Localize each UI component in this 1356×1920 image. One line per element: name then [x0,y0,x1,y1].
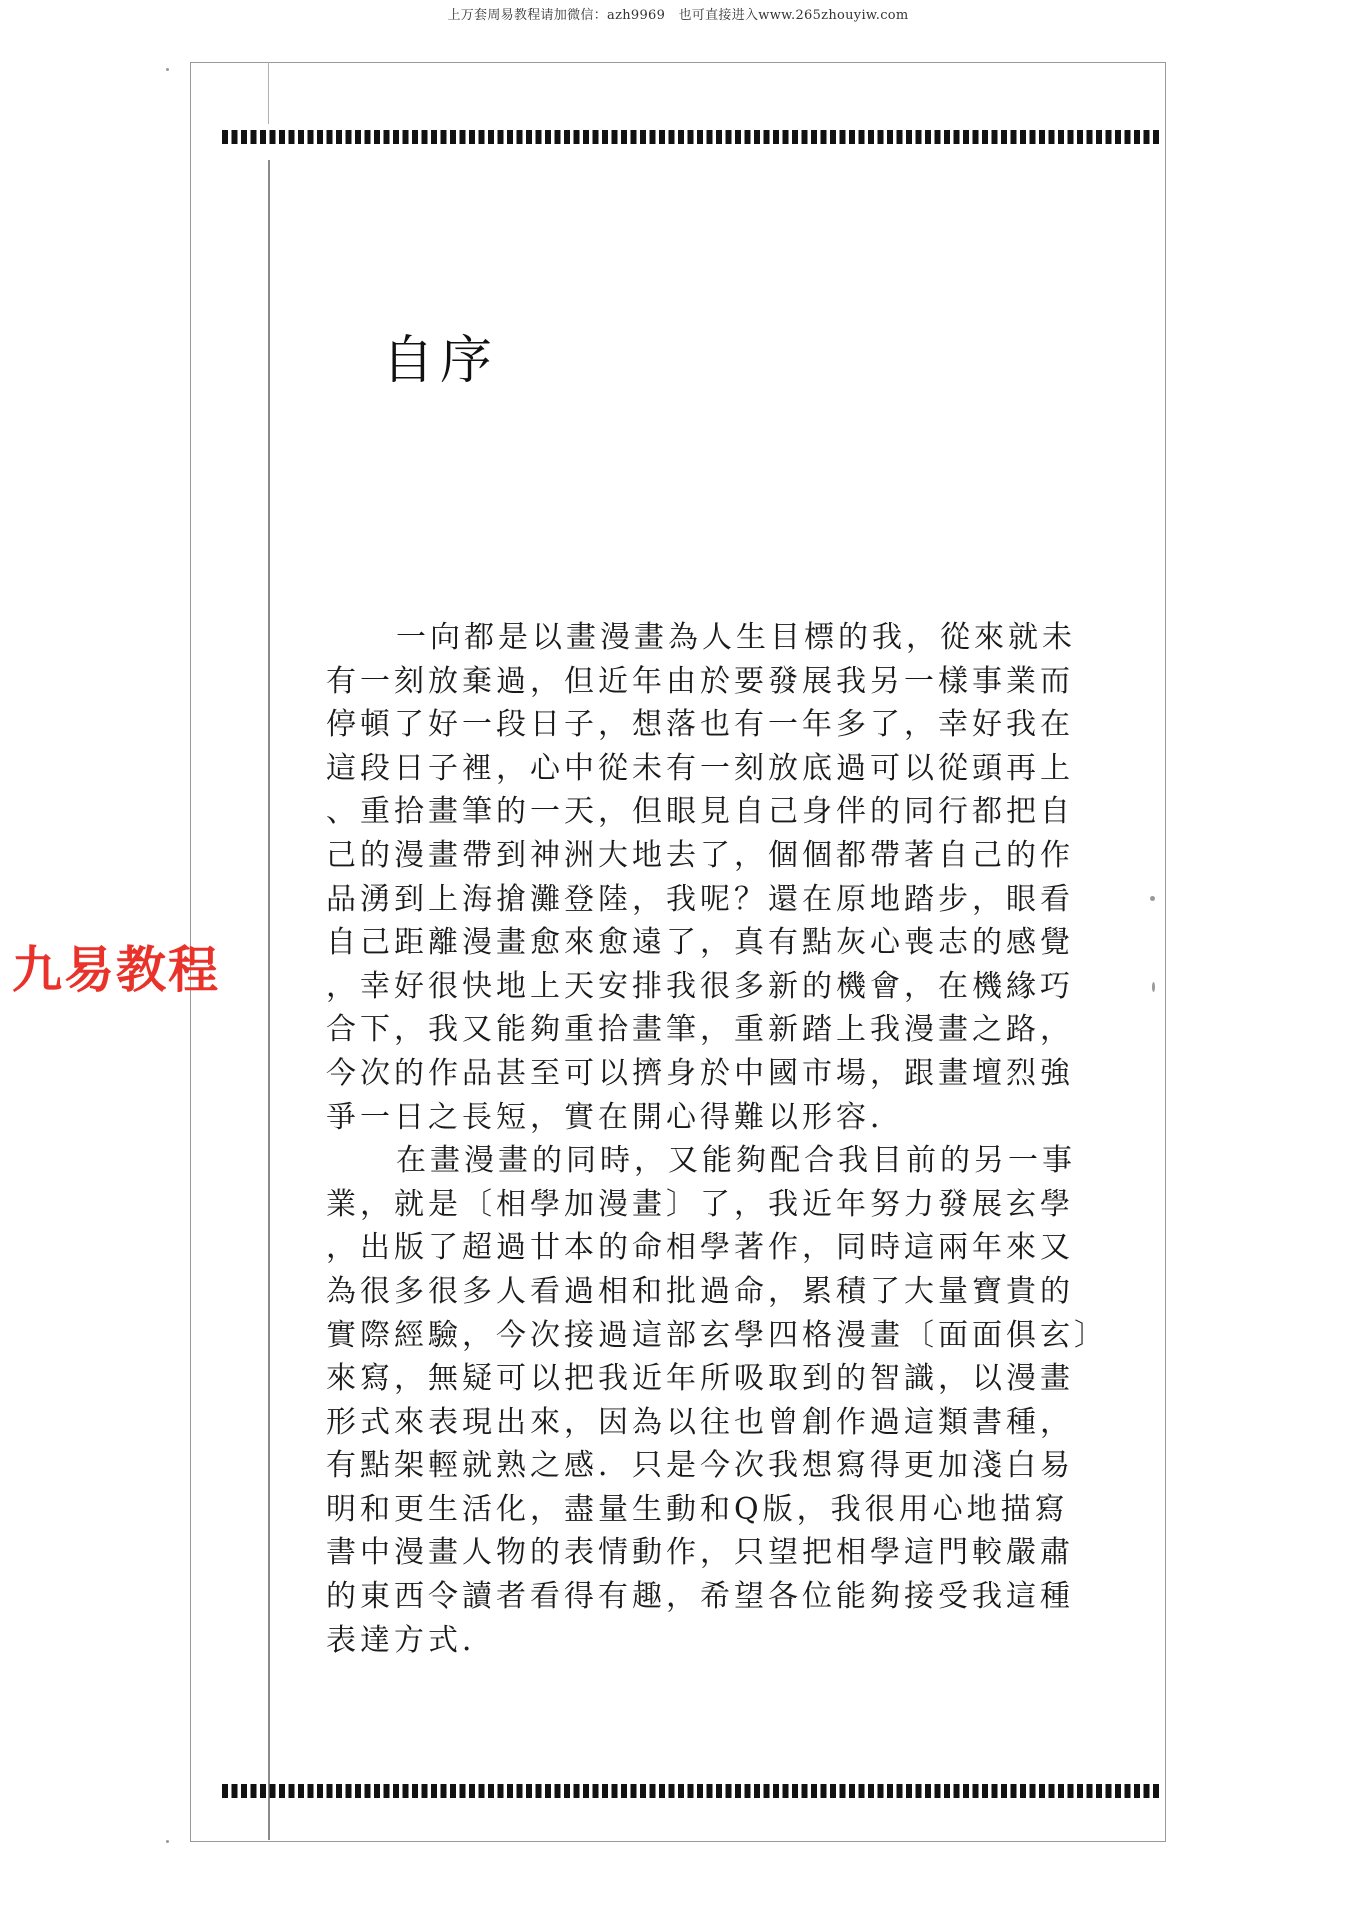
scan-speck [166,1840,169,1843]
dotted-border-bottom [222,1784,1162,1798]
watermark-logo: 九易教程 [12,941,220,999]
page-title: 自序 [382,331,499,391]
text-line: 自己距離漫畫愈來愈遠了，真有點灰心喪志的感覺 [326,925,1074,961]
text-line: 明和更生活化，盡量生動和Q版，我很用心地描寫 [326,1491,1069,1527]
text-line: 合下，我又能夠重拾畫筆，重新踏上我漫畫之路， [326,1012,1074,1048]
text-line: 今次的作品甚至可以擠身於中國市場，跟畫壇烈強 [326,1055,1074,1091]
scan-speck [166,68,169,71]
text-line: 己的漫畫帶到神洲大地去了，個個都帶著自己的作 [326,837,1074,873]
text-line: 、重拾畫筆的一天，但眼見自己身伴的同行都把自 [326,794,1074,830]
text-line: 來寫，無疑可以把我近年所吸取到的智識，以漫畫 [326,1361,1074,1397]
text-line: 實際經驗，今次接過這部玄學四格漫畫〔面面俱玄〕 [326,1317,1108,1353]
text-line: 有一刻放棄過，但近年由於要發展我另一樣事業而 [326,663,1074,699]
text-line: 一向都是以畫漫畫為人生目標的我，從來就未 [396,620,1076,655]
text-line: 爭一日之長短，實在開心得難以形容． [326,1099,904,1135]
text-line: ，幸好很快地上天安排我很多新的機會，在機緣巧 [326,968,1074,1004]
preface-body [326,616,1132,1662]
text-line: 停頓了好一段日子，想落也有一年多了，幸好我在 [326,707,1074,743]
text-line: 業，就是〔相學加漫畫〕了，我近年努力發展玄學 [326,1186,1074,1222]
text-line: 在畫漫畫的同時，又能夠配合我目前的另一事 [396,1143,1076,1179]
scan-speck [1152,982,1155,992]
margin-rule [268,160,270,1840]
scan-speck [1150,896,1155,901]
text-line: 形式來表現出來，因為以往也曾創作過這類書種， [326,1404,1074,1440]
text-line: 品湧到上海搶灘登陸，我呢？還在原地踏步，眼看 [326,881,1074,917]
text-line: 這段日子裡，心中從未有一刻放底過可以從頭再上 [326,750,1074,786]
text-line: 的東西令讀者看得有趣，希望各位能夠接受我這種 [326,1579,1074,1615]
text-line: ，出版了超過廿本的命相學著作，同時這兩年來又 [326,1230,1074,1266]
text-line: 表達方式． [326,1622,496,1658]
dotted-border-top [222,130,1162,144]
text-line: 為很多很多人看過相和批過命，累積了大量寶貴的 [326,1273,1074,1309]
top-banner: 上万套周易教程请加微信：azh9969 也可直接进入www.265zhouyiw.com [447,8,909,23]
text-line: 有點架輕就熟之感．只是今次我想寫得更加淺白易 [326,1448,1074,1484]
margin-rule-top [268,62,269,124]
text-line: 書中漫畫人物的表情動作，只望把相學這門較嚴肅 [326,1535,1074,1571]
